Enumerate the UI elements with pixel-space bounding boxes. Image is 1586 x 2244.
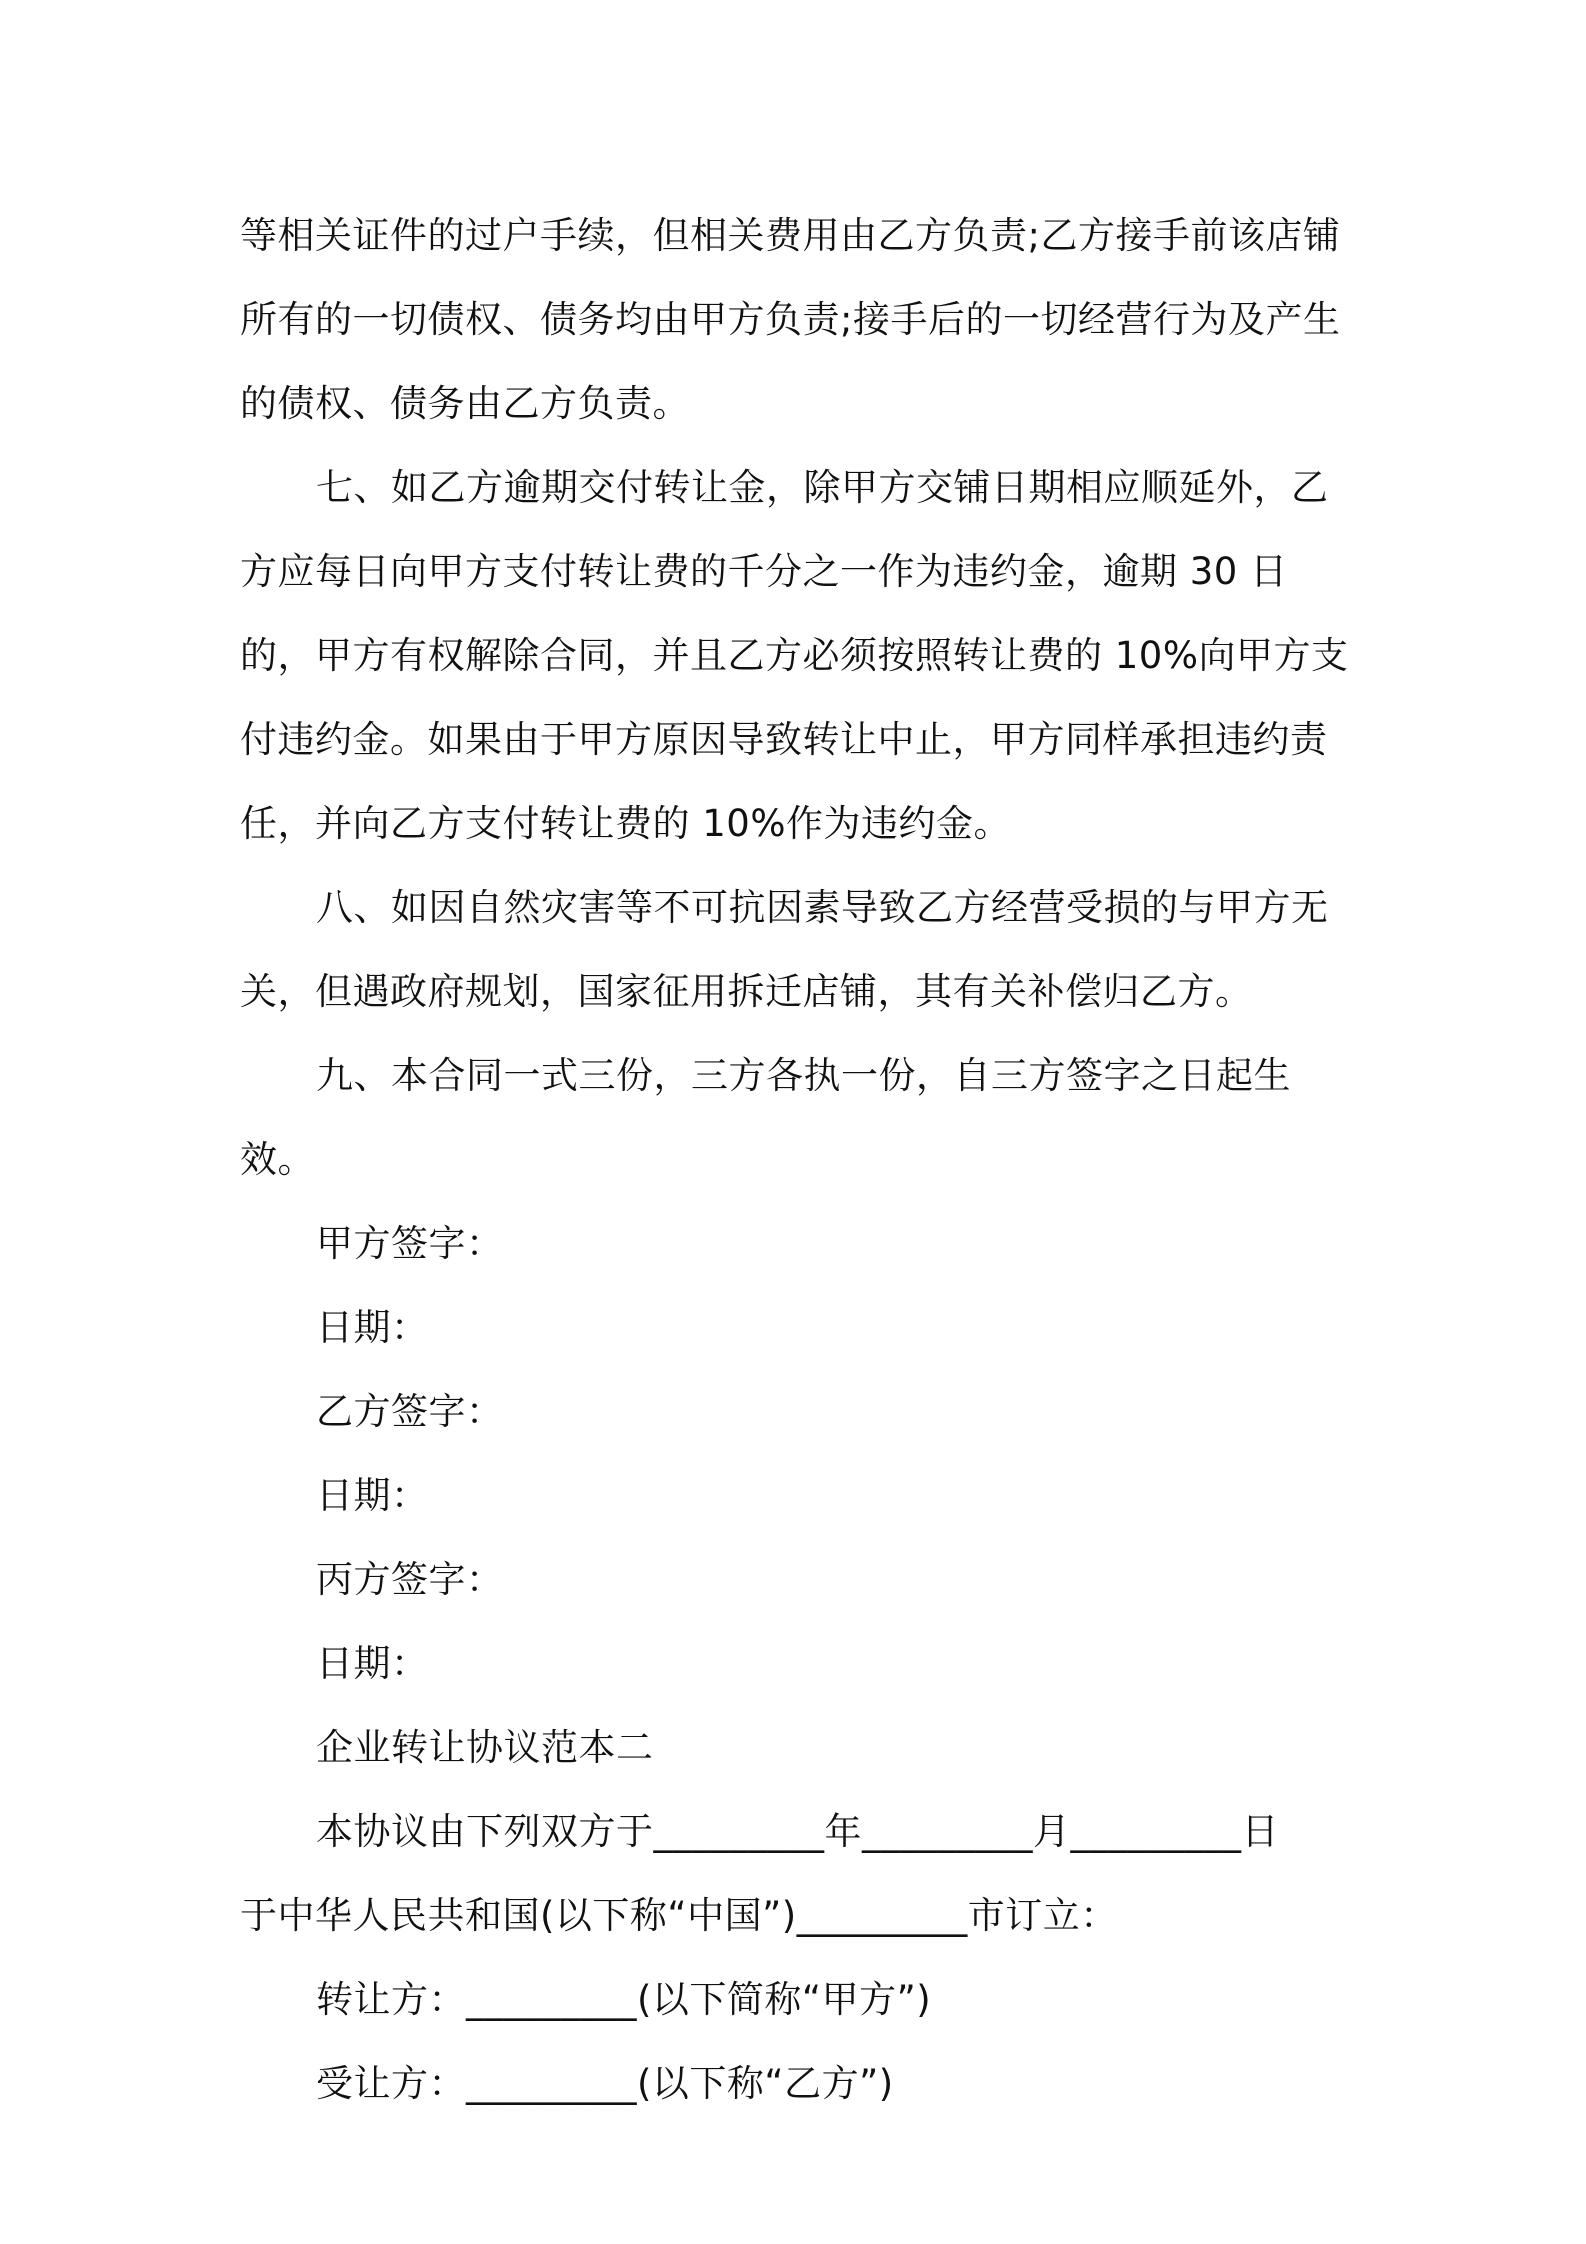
- transferee-line: 受让方：_________(以下称“乙方”): [316, 2062, 894, 2105]
- party-a-signature-label: 甲方签字：: [316, 1222, 504, 1265]
- transferor-line: 转让方：_________(以下简称“甲方”): [316, 1978, 932, 2021]
- party-a-date-label: 日期：: [316, 1306, 429, 1349]
- paragraph-continuation: 等相关证件的过户手续，但相关费用由乙方负责;乙方接手前该店铺所有的一切债权、债务均由甲方负责;接手后的一切经营行为及产生的债权、债务由乙方负责。: [240, 214, 1341, 425]
- agreement-intro-line-1: 本协议由下列双方于_________年_________月_________日: [316, 1810, 1279, 1853]
- paragraph-clause-7: 七、如乙方逾期交付转让金，除甲方交铺日期相应顺延外，乙方应每日向甲方支付转让费的千分之一作为违约金，逾期 30 日的，甲方有权解除合同，并且乙方必须按照转让费的 10%向甲方支付违约金。如果由于甲方原因导致转让中止，甲方同样承担违约责任，并向乙方支付转让费的 10%作为违约金。: [240, 466, 1349, 845]
- paragraph-clause-9: 九、本合同一式三份，三方各执一份，自三方签字之日起生效。: [240, 1054, 1291, 1181]
- paragraph-clause-8: 八、如因自然灾害等不可抗因素导致乙方经营受损的与甲方无关，但遇政府规划，国家征用拆迁店铺，其有关补偿归乙方。: [240, 886, 1329, 1013]
- document-body: [240, 194, 1360, 2126]
- section-title: 企业转让协议范本二: [316, 1726, 654, 1769]
- party-c-signature-label: 丙方签字：: [316, 1558, 504, 1601]
- agreement-intro-line-2: 于中华人民共和国(以下称“中国”)_________市订立：: [240, 1894, 1118, 1937]
- party-b-date-label: 日期：: [316, 1474, 429, 1517]
- party-c-date-label: 日期：: [316, 1642, 429, 1685]
- party-b-signature-label: 乙方签字：: [316, 1390, 504, 1433]
